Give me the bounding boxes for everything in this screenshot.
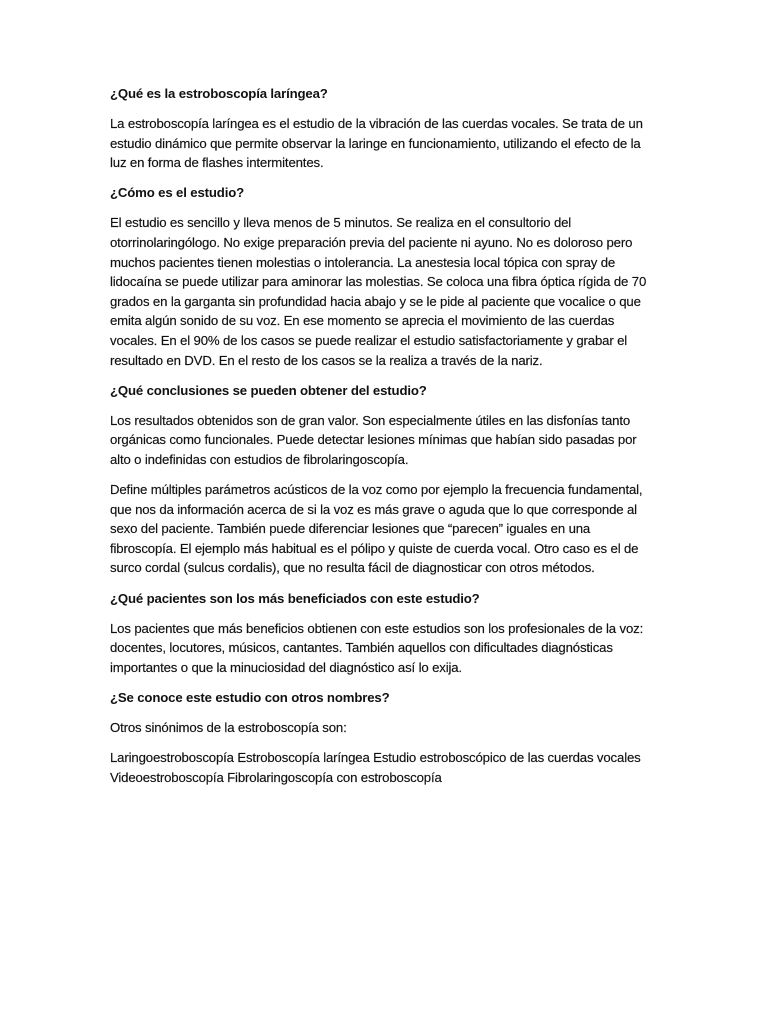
section-heading-conclusions: ¿Qué conclusiones se pueden obtener del estudio? xyxy=(110,382,427,398)
section-heading-other-names: ¿Se conoce este estudio con otros nombres? xyxy=(110,689,390,705)
paragraph-procedure: El estudio es sencillo y lleva menos de 5 minutos. Se realiza en el consultorio del otorrinolaringólogo. No exige preparación previa del paciente ni ayuno. No es doloroso pero muchos pacientes tienen molestias o intolerancia. La anestesia local tópica con spray de lidocaína se puede utilizar para aminorar las molestias. Se coloca una fibra óptica rígida de 70 grados en la garganta sin profundidad hacia abajo y se le pide al paciente que vocalice o que emita algún sonido de su voz. En ese momento se aprecia el movimiento de las cuerdas vocales. En el 90% de los casos se puede realizar el estudio satisfactoriamente y grabar el resultado en DVD. En el resto de los casos se la realiza a través de la nariz. xyxy=(110,215,647,368)
paragraph-definition: La estroboscopía laríngea es el estudio de la vibración de las cuerdas vocales. Se trata de un estudio dinámico que permite observar la laringe en funcionamiento, utilizando el efecto de la luz en forma de flashes intermitentes. xyxy=(110,116,643,171)
paragraph-synonyms-intro: Otros sinónimos de la estroboscopía son: xyxy=(110,720,347,736)
paragraph-beneficiaries: Los pacientes que más beneficios obtienen con este estudios son los profesionales de la voz: docentes, locutores, músicos, cantantes. También aquellos con dificultades diagnósticas importantes o que la minuciosidad del diagnóstico así lo exija. xyxy=(110,620,644,675)
paragraph-parameters: Define múltiples parámetros acústicos de la voz como por ejemplo la frecuencia fundamental, que nos da información acerca de si la voz es más grave o aguda que lo que corresponde al sexo del paciente. También puede diferenciar lesiones que “parecen” iguales en una fibroscopía. El ejemplo más habitual es el pólipo y quiste de cuerda vocal. Otro caso es el de surco cordal (sulcus cordalis), que no resulta fácil de diagnosticar con otros métodos. xyxy=(110,482,643,576)
paragraph-synonyms-list: Laringoestroboscopía Estroboscopía laríngea Estudio estroboscópico de las cuerdas vocales Videoestroboscopía Fibrolaringoscopía con estroboscopía xyxy=(110,750,641,785)
section-heading-what-is: ¿Qué es la estroboscopía laríngea? xyxy=(110,86,328,101)
section-heading-procedure: ¿Cómo es el estudio? xyxy=(110,185,245,201)
paragraph-results: Los resultados obtenidos son de gran valor. Son especialmente útiles en las disfonías tanto orgánicas como funcionales. Puede detectar lesiones mínimas que habían sido pasadas por alto o indefinidas con estudios de fibrolaringoscopía. xyxy=(110,412,637,467)
document-page xyxy=(110,84,658,787)
section-heading-beneficiaries: ¿Qué pacientes son los más beneficiados con este estudio? xyxy=(110,590,480,606)
